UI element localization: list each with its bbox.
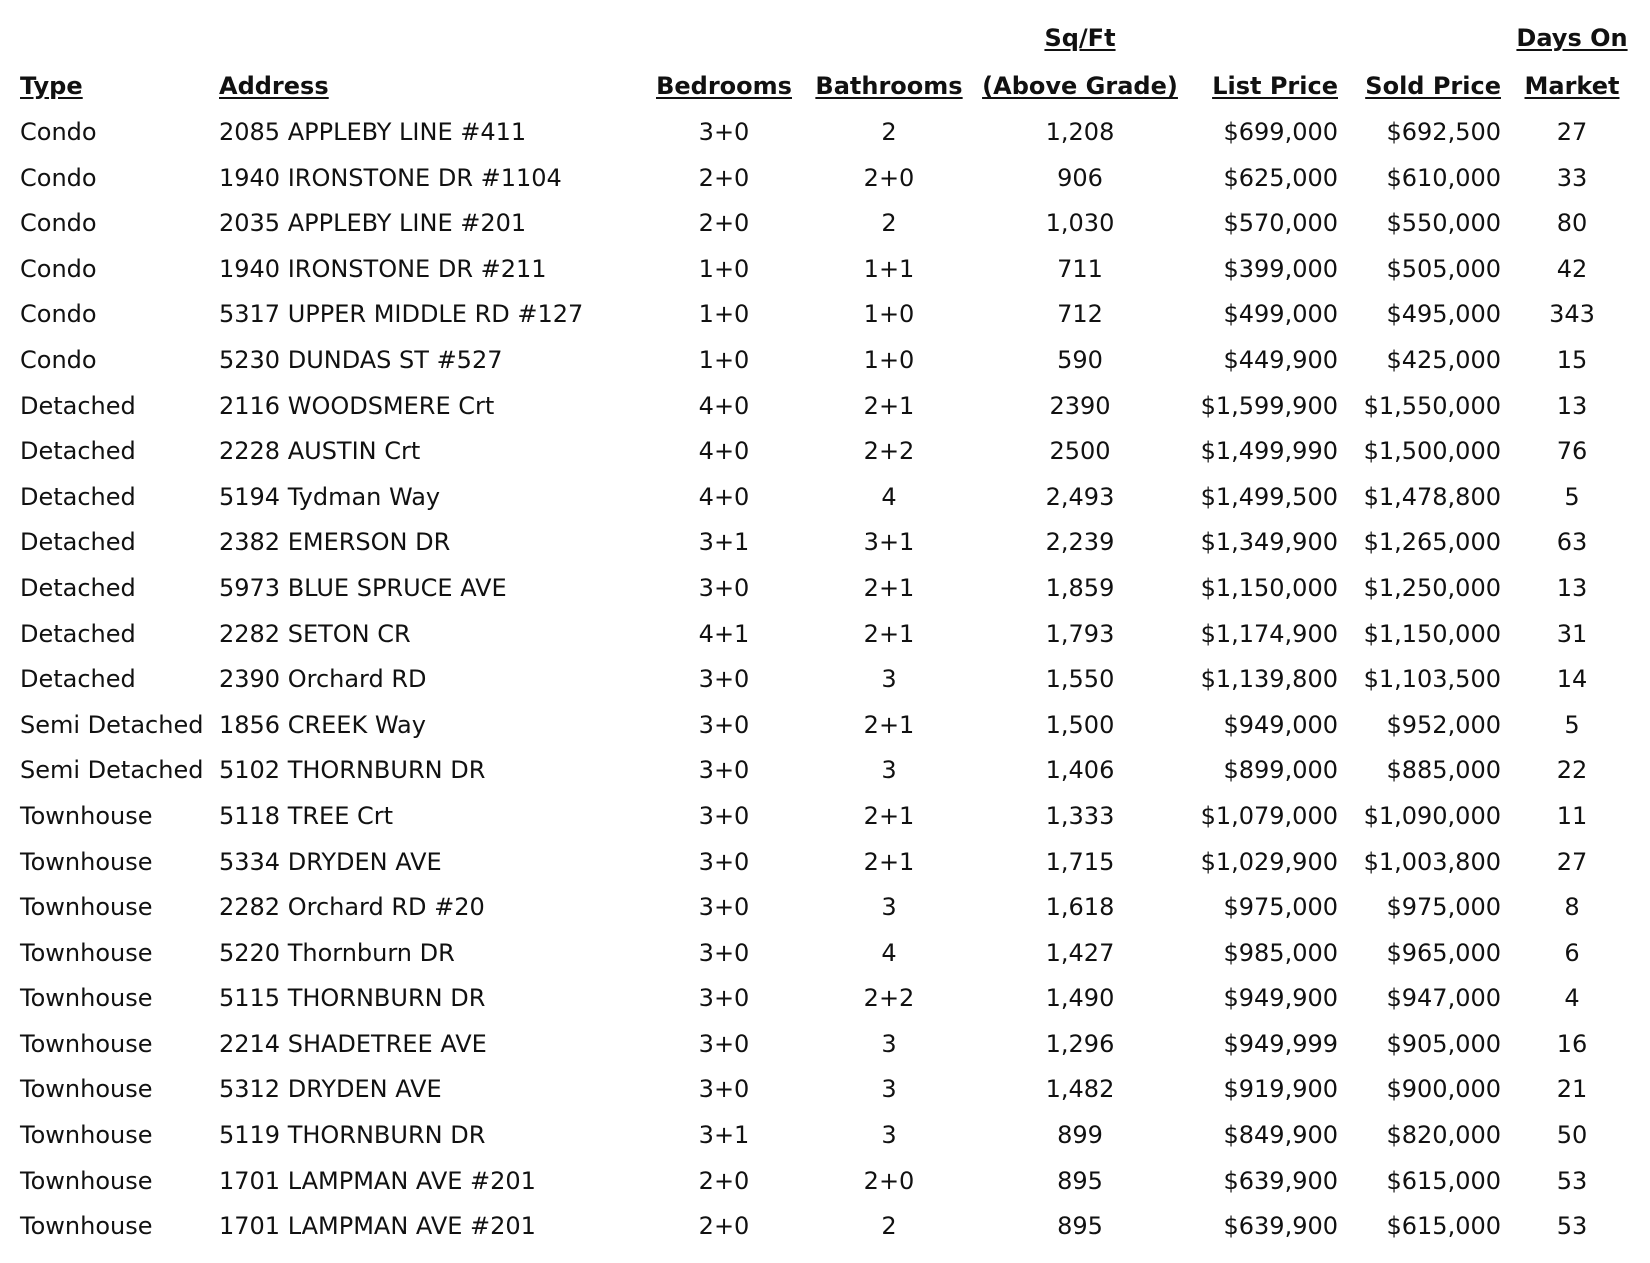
cell-bathrooms: 2+1 [863,573,915,602]
cell-sold-price: $947,000 [1386,984,1501,1013]
cell-bathrooms: 2+1 [863,847,915,876]
cell-bathrooms: 2+2 [863,437,915,466]
cell-days-on-market: 31 [1556,619,1588,648]
cell-list-price: $919,900 [1223,1075,1338,1104]
cell-sold-price: $692,500 [1386,118,1501,146]
cell-sqft: 1,793 [1045,619,1115,648]
cell-type: Townhouse [20,801,153,830]
cell-sold-price: $965,000 [1386,938,1501,967]
cell-bedrooms: 3+0 [698,938,750,967]
cell-bedrooms: 4+0 [698,391,750,420]
cell-list-price: $570,000 [1223,209,1338,238]
cell-sqft: 2,239 [1045,528,1115,557]
cell-bedrooms: 2+0 [698,1166,750,1195]
cell-address: 5220 Thornburn DR [219,938,455,967]
cell-sqft: 1,490 [1045,984,1115,1013]
cell-bathrooms: 2+2 [863,984,915,1013]
cell-address: 5102 THORNBURN DR [219,756,486,785]
cell-bathrooms: 2+0 [863,163,915,192]
cell-bathrooms: 2+1 [863,391,915,420]
table-row [14,703,1643,749]
table-row [14,520,1643,566]
cell-sold-price: $900,000 [1386,1075,1501,1104]
cell-days-on-market: 42 [1556,254,1588,283]
cell-days-on-market: 16 [1556,1029,1588,1058]
table-header [14,14,1643,110]
cell-list-price: $699,000 [1223,118,1338,146]
table-row [14,384,1643,430]
cell-sold-price: $495,000 [1386,300,1501,329]
cell-type: Condo [20,345,97,374]
table-body [14,110,1643,1250]
cell-type: Townhouse [20,1212,153,1241]
header-type: Type [20,72,83,100]
cell-sold-price: $425,000 [1386,345,1501,374]
cell-list-price: $1,079,000 [1200,801,1338,830]
cell-address: 2382 EMERSON DR [219,528,451,557]
cell-bedrooms: 3+0 [698,847,750,876]
cell-sold-price: $1,265,000 [1363,528,1501,557]
sold-listings-table [14,14,1643,1250]
cell-list-price: $975,000 [1223,893,1338,922]
cell-sold-price: $885,000 [1386,756,1501,785]
cell-days-on-market: 27 [1556,118,1588,146]
cell-type: Condo [20,163,97,192]
cell-type: Detached [20,619,136,648]
cell-list-price: $399,000 [1223,254,1338,283]
cell-type: Townhouse [20,1029,153,1058]
table-row [14,292,1643,338]
cell-address: 1940 IRONSTONE DR #211 [219,254,547,283]
header-sqft [969,14,1191,110]
cell-sold-price: $550,000 [1386,209,1501,238]
cell-days-on-market: 13 [1556,573,1588,602]
cell-bathrooms: 4 [881,938,897,967]
cell-bedrooms: 3+1 [698,528,750,557]
table-row [14,840,1643,886]
cell-type: Townhouse [20,847,153,876]
cell-type: Detached [20,573,136,602]
cell-list-price: $1,599,900 [1200,391,1338,420]
table-row [14,976,1643,1022]
cell-sqft: 895 [1057,1166,1103,1195]
table-row [14,748,1643,794]
cell-days-on-market: 4 [1564,984,1580,1013]
cell-address: 5115 THORNBURN DR [219,984,486,1013]
cell-bathrooms: 1+1 [863,254,915,283]
cell-sqft: 712 [1057,300,1103,329]
cell-address: 2282 SETON CR [219,619,411,648]
cell-sqft: 1,406 [1045,756,1115,785]
table-row [14,247,1643,293]
cell-days-on-market: 11 [1556,801,1588,830]
cell-bedrooms: 3+0 [698,893,750,922]
header-bathrooms: Bathrooms [815,72,963,100]
cell-bedrooms: 4+1 [698,619,750,648]
cell-list-price: $949,900 [1223,984,1338,1013]
cell-bedrooms: 3+0 [698,756,750,785]
cell-sqft: 1,550 [1045,665,1115,694]
cell-list-price: $1,029,900 [1200,847,1338,876]
header-dom-line2: Market [1524,72,1620,100]
table-row [14,612,1643,658]
cell-address: 2085 APPLEBY LINE #411 [219,118,527,146]
table-row [14,201,1643,247]
cell-list-price: $499,000 [1223,300,1338,329]
header-bedrooms: Bedrooms [656,72,792,100]
cell-bathrooms: 3 [881,1075,897,1104]
cell-sold-price: $505,000 [1386,254,1501,283]
header-dom-line1: Days On [1516,24,1628,52]
cell-days-on-market: 14 [1556,665,1588,694]
cell-sold-price: $1,003,800 [1363,847,1501,876]
cell-type: Detached [20,528,136,557]
cell-address: 5119 THORNBURN DR [219,1121,486,1150]
header-sqft-line2: (Above Grade) [982,72,1178,100]
cell-list-price: $639,900 [1223,1166,1338,1195]
cell-list-price: $1,139,800 [1200,665,1338,694]
cell-bathrooms: 2+1 [863,619,915,648]
cell-sold-price: $1,550,000 [1363,391,1501,420]
cell-address: 5230 DUNDAS ST #527 [219,345,503,374]
cell-days-on-market: 15 [1556,345,1588,374]
table-row [14,1067,1643,1113]
cell-address: 5317 UPPER MIDDLE RD #127 [219,300,584,329]
cell-sold-price: $1,478,800 [1363,482,1501,511]
cell-bedrooms: 3+0 [698,573,750,602]
cell-type: Detached [20,437,136,466]
cell-list-price: $449,900 [1223,345,1338,374]
cell-list-price: $985,000 [1223,938,1338,967]
cell-list-price: $625,000 [1223,163,1338,192]
cell-days-on-market: 5 [1564,482,1580,511]
cell-days-on-market: 21 [1556,1075,1588,1104]
cell-sqft: 1,482 [1045,1075,1115,1104]
cell-type: Townhouse [20,893,153,922]
cell-bedrooms: 2+0 [698,163,750,192]
cell-days-on-market: 53 [1556,1212,1588,1241]
cell-sqft: 1,715 [1045,847,1115,876]
cell-type: Condo [20,118,97,146]
cell-days-on-market: 76 [1556,437,1588,466]
cell-bedrooms: 3+0 [698,1075,750,1104]
cell-address: 5312 DRYDEN AVE [219,1075,442,1104]
cell-bedrooms: 3+0 [698,665,750,694]
cell-type: Townhouse [20,1166,153,1195]
cell-sold-price: $615,000 [1386,1166,1501,1195]
cell-address: 2228 AUSTIN Crt [219,437,421,466]
cell-bedrooms: 4+0 [698,437,750,466]
cell-type: Detached [20,391,136,420]
cell-sqft: 1,333 [1045,801,1115,830]
cell-address: 1701 LAMPMAN AVE #201 [219,1212,536,1241]
cell-sqft: 1,618 [1045,893,1115,922]
table-row [14,1159,1643,1205]
cell-days-on-market: 343 [1549,300,1595,329]
cell-list-price: $1,349,900 [1200,528,1338,557]
cell-address: 1856 CREEK Way [219,710,426,739]
cell-sqft: 906 [1057,163,1103,192]
cell-address: 2390 Orchard RD [219,665,427,694]
cell-bathrooms: 3 [881,1029,897,1058]
cell-days-on-market: 27 [1556,847,1588,876]
header-sold-price: Sold Price [1365,72,1501,100]
cell-sold-price: $820,000 [1386,1121,1501,1150]
cell-list-price: $1,150,000 [1200,573,1338,602]
cell-sqft: 1,296 [1045,1029,1115,1058]
cell-days-on-market: 33 [1556,163,1588,192]
cell-bathrooms: 4 [881,482,897,511]
table-row [14,1113,1643,1159]
cell-bathrooms: 2 [881,1212,897,1241]
cell-bathrooms: 3 [881,665,897,694]
cell-sold-price: $905,000 [1386,1029,1501,1058]
cell-sold-price: $1,250,000 [1363,573,1501,602]
cell-address: 5118 TREE Crt [219,801,394,830]
table-row [14,657,1643,703]
cell-list-price: $639,900 [1223,1212,1338,1241]
cell-type: Condo [20,254,97,283]
cell-bedrooms: 2+0 [698,209,750,238]
cell-sold-price: $615,000 [1386,1212,1501,1241]
cell-sqft: 2,493 [1045,482,1115,511]
cell-type: Semi Detached [20,756,204,785]
table-row [14,338,1643,384]
cell-bedrooms: 4+0 [698,482,750,511]
header-list-price: List Price [1212,72,1338,100]
cell-sold-price: $610,000 [1386,163,1501,192]
cell-bedrooms: 1+0 [698,300,750,329]
cell-list-price: $849,900 [1223,1121,1338,1150]
cell-sqft: 2390 [1049,391,1111,420]
cell-days-on-market: 6 [1564,938,1580,967]
cell-bathrooms: 1+0 [863,300,915,329]
table-row [14,475,1643,521]
cell-sold-price: $1,500,000 [1363,437,1501,466]
cell-bathrooms: 2 [881,209,897,238]
cell-sqft: 1,500 [1045,710,1115,739]
cell-bathrooms: 1+0 [863,345,915,374]
cell-bathrooms: 2+0 [863,1166,915,1195]
cell-bathrooms: 2 [881,118,897,146]
cell-bedrooms: 3+0 [698,801,750,830]
cell-bedrooms: 3+0 [698,984,750,1013]
cell-address: 2214 SHADETREE AVE [219,1029,487,1058]
header-row [14,14,1643,110]
cell-address: 2282 Orchard RD #20 [219,893,485,922]
cell-sold-price: $1,103,500 [1363,665,1501,694]
cell-sold-price: $1,150,000 [1363,619,1501,648]
cell-list-price: $1,499,990 [1200,437,1338,466]
table-row [14,429,1643,475]
cell-days-on-market: 63 [1556,528,1588,557]
table-row [14,931,1643,977]
cell-sqft: 2500 [1049,437,1111,466]
table-row [14,156,1643,202]
cell-list-price: $949,999 [1223,1029,1338,1058]
cell-bathrooms: 3 [881,756,897,785]
table-row [14,110,1643,156]
cell-sold-price: $1,090,000 [1363,801,1501,830]
cell-address: 2116 WOODSMERE Crt [219,391,495,420]
cell-days-on-market: 50 [1556,1121,1588,1150]
cell-type: Condo [20,209,97,238]
cell-bedrooms: 3+0 [698,710,750,739]
table-row [14,566,1643,612]
cell-list-price: $1,174,900 [1200,619,1338,648]
table-row [14,1022,1643,1068]
cell-type: Townhouse [20,938,153,967]
cell-sqft: 1,208 [1045,118,1115,146]
cell-list-price: $1,499,500 [1200,482,1338,511]
cell-sold-price: $952,000 [1386,710,1501,739]
cell-bedrooms: 3+0 [698,1029,750,1058]
cell-bedrooms: 1+0 [698,254,750,283]
cell-bathrooms: 2+1 [863,801,915,830]
cell-bedrooms: 3+1 [698,1121,750,1150]
header-address: Address [219,72,329,100]
cell-address: 5194 Tydman Way [219,482,441,511]
cell-type: Townhouse [20,1121,153,1150]
cell-days-on-market: 80 [1556,209,1588,238]
cell-sqft: 895 [1057,1212,1103,1241]
cell-sqft: 590 [1057,345,1103,374]
cell-days-on-market: 53 [1556,1166,1588,1195]
cell-address: 1940 IRONSTONE DR #1104 [219,163,562,192]
cell-address: 1701 LAMPMAN AVE #201 [219,1166,536,1195]
cell-days-on-market: 5 [1564,710,1580,739]
table-row [14,885,1643,931]
cell-bedrooms: 1+0 [698,345,750,374]
header-days-on-market [1501,14,1643,110]
table-row [14,1204,1643,1250]
cell-type: Detached [20,665,136,694]
cell-days-on-market: 8 [1564,893,1580,922]
cell-list-price: $899,000 [1223,756,1338,785]
cell-sqft: 711 [1057,254,1103,283]
cell-bathrooms: 3 [881,893,897,922]
cell-address: 5973 BLUE SPRUCE AVE [219,573,507,602]
header-sqft-line1: Sq/Ft [1044,24,1116,52]
cell-sqft: 1,427 [1045,938,1115,967]
cell-type: Detached [20,482,136,511]
cell-type: Semi Detached [20,710,204,739]
cell-type: Condo [20,300,97,329]
cell-sqft: 1,859 [1045,573,1115,602]
cell-sold-price: $975,000 [1386,893,1501,922]
cell-days-on-market: 13 [1556,391,1588,420]
cell-bathrooms: 3 [881,1121,897,1150]
cell-bedrooms: 3+0 [698,118,750,146]
cell-sqft: 899 [1057,1121,1103,1150]
cell-list-price: $949,000 [1223,710,1338,739]
table-row [14,794,1643,840]
cell-bathrooms: 2+1 [863,710,915,739]
cell-sqft: 1,030 [1045,209,1115,238]
cell-address: 2035 APPLEBY LINE #201 [219,209,527,238]
cell-type: Townhouse [20,1075,153,1104]
cell-bedrooms: 2+0 [698,1212,750,1241]
cell-bathrooms: 3+1 [863,528,915,557]
cell-days-on-market: 22 [1556,756,1588,785]
cell-address: 5334 DRYDEN AVE [219,847,442,876]
cell-type: Townhouse [20,984,153,1013]
